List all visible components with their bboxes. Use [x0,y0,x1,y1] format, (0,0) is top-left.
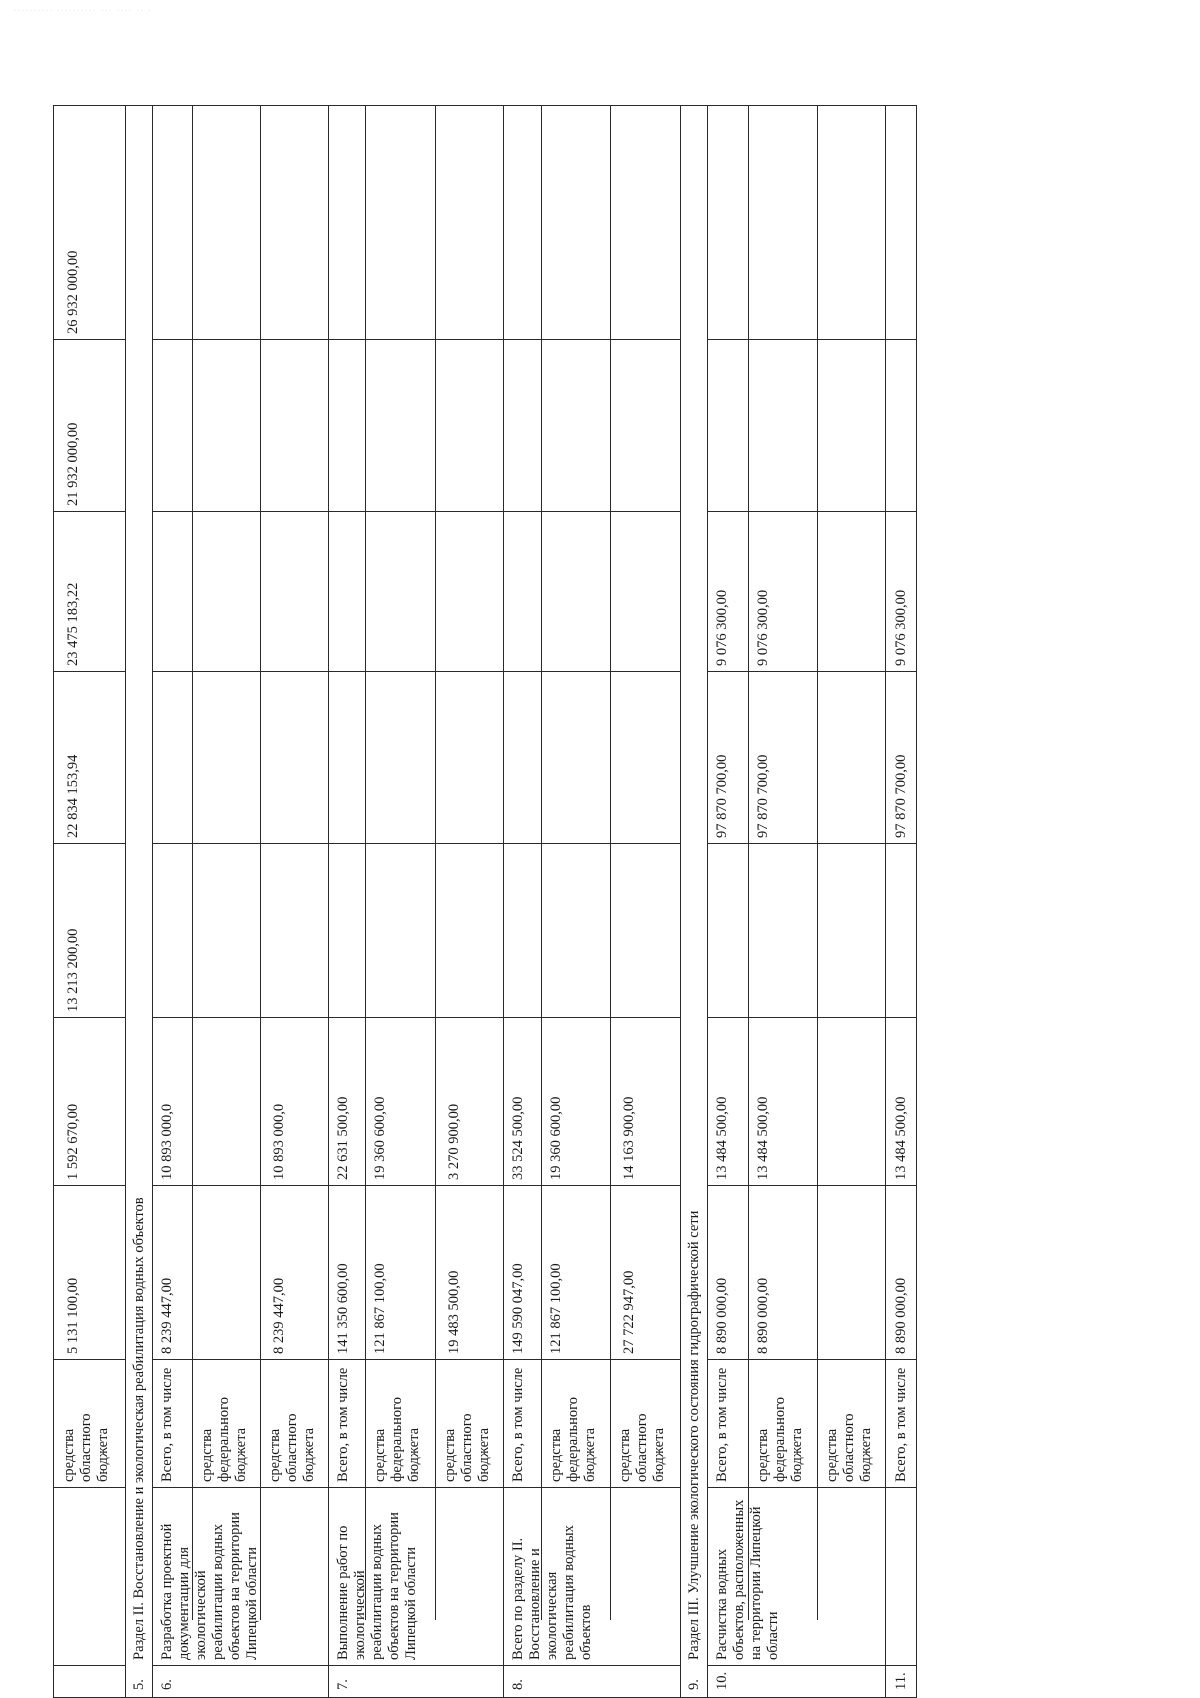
value-cell: 8 890 000,00 [714,1277,730,1354]
value-cell: 97 870 700,00 [714,754,730,838]
value-cell: 33 524 500,00 [510,1096,526,1180]
value-cell: 22 834 153,94 [65,754,81,838]
item-name: Расчистка водных объектов, расположенных на территории Липецкой области [714,1499,781,1660]
section-title: Раздел III. Улучшение экологического состояния гидрографической сети [686,1210,702,1660]
row-label: средства областного бюджета [267,1413,317,1482]
value-cell: 27 722 947,00 [621,1270,637,1354]
row-label: средства областного бюджета [617,1413,667,1482]
value-cell: 1 592 670,00 [65,1103,81,1180]
row-label: Всего, в том числе [893,1367,909,1482]
row-label: средства федерального бюджета [199,1397,249,1482]
value-cell: 121 867 100,00 [548,1263,564,1354]
value-cell: 8 239 447,00 [159,1277,175,1354]
value-cell: 13 213 200,00 [65,928,81,1012]
row-label: средства областного бюджета [824,1413,874,1482]
item-name: Всего по разделу II. Восстановление и экологическая реабилитация водных объектов [510,1525,594,1660]
value-cell: 5 131 100,00 [65,1277,81,1354]
value-cell: 23 475 183,22 [65,582,81,666]
row-label: средства областного бюджета [442,1413,492,1482]
value-cell: 97 870 700,00 [755,754,771,838]
value-cell: 14 163 900,00 [621,1096,637,1180]
value-cell: 9 076 300,00 [893,589,909,666]
row-label: Всего, в том числе [159,1367,175,1482]
row-label: средства федерального бюджета [755,1397,805,1482]
value-cell: 8 890 000,00 [893,1277,909,1354]
row-number: 7. [335,1679,351,1690]
value-cell: 149 590 047,00 [510,1263,526,1354]
row-label: Всего, в том числе [335,1367,351,1482]
row-number: 8. [510,1679,526,1690]
section-title: Раздел II. Восстановление и экологическая реабилитация водных объектов [131,1197,147,1660]
row-number: 10. [714,1671,730,1690]
value-cell: 19 483 500,00 [446,1270,462,1354]
value-cell: 9 076 300,00 [755,589,771,666]
scan-artifact: ·········· ·········· ··· ···· ·· · [14,8,153,14]
value-cell: 10 893 000,0 [159,1103,175,1180]
value-cell: 3 270 900,00 [446,1103,462,1180]
row-number: 9. [686,1679,702,1690]
value-cell: 19 360 600,00 [548,1096,564,1180]
item-name: Разработка проектной документации для экологической реабилитации водных объектов на территории Липецкой области [159,1512,260,1660]
row-label: средства федерального бюджета [548,1397,598,1482]
value-cell: 22 631 500,00 [335,1096,351,1180]
value-cell: 26 932 000,00 [65,250,81,334]
row-number: 11. [893,1672,909,1690]
value-cell: 9 076 300,00 [714,589,730,666]
value-cell: 8 239 447,00 [271,1277,287,1354]
row-label: Всего, в том числе [510,1367,526,1482]
row-label: средства федерального бюджета [372,1397,422,1482]
value-cell: 13 484 500,00 [714,1096,730,1180]
value-cell: 97 870 700,00 [893,754,909,838]
value-cell: 141 350 600,00 [335,1263,351,1354]
value-cell: 8 890 000,00 [755,1277,771,1354]
row-number: 5. [131,1679,147,1690]
value-cell: 19 360 600,00 [372,1096,388,1180]
value-cell: 13 484 500,00 [755,1096,771,1180]
value-cell: 121 867 100,00 [372,1263,388,1354]
value-cell: 21 932 000,00 [65,422,81,506]
source-label: средства областного бюджета [61,1413,111,1482]
value-cell: 13 484 500,00 [893,1096,909,1180]
rotated-budget-table [53,105,1197,1698]
row-number: 6. [159,1679,175,1690]
row-label: Всего, в том числе [714,1367,730,1482]
item-name: Выполнение работ по экологической реабилитации водных объектов на территории Липецкой области [335,1512,419,1660]
value-cell: 10 893 000,0 [271,1103,287,1180]
